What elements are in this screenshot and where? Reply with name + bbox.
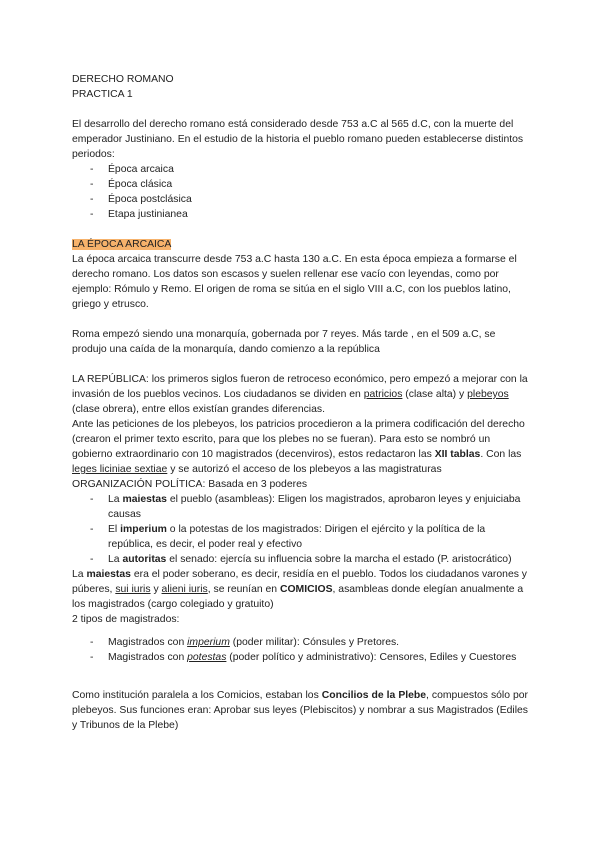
term-alieni-iuris: alieni iuris: [161, 584, 208, 595]
tipos-heading: 2 tipos de magistrados:: [72, 614, 180, 625]
text-span: era el poder soberano, es decir, residía en el pueblo. Todos los ciudadanos varones y púberes,: [72, 569, 527, 595]
arcaica-paragraph-2: Roma empezó siendo una monarquía, gobernada por 7 reyes. Más tarde , en el 509 a.C, se produjo una caída de la monarquía, dando comienzo a la república: [72, 329, 496, 355]
concilios-paragraph: [72, 688, 528, 733]
text-span: Magistrados con: [108, 637, 188, 648]
list-item: [72, 650, 528, 665]
codificacion-paragraph: [72, 417, 528, 477]
list-item: [72, 552, 528, 567]
text-span: . Con las: [480, 449, 522, 460]
text-span: La: [72, 569, 87, 580]
doc-title: DERECHO ROMANO: [72, 74, 174, 85]
term-plebeyos: plebeyos: [467, 389, 509, 400]
term-bold: autoritas: [122, 554, 167, 565]
text-span: (poder político y administrativo): Censores, Ediles y Cuestores: [226, 652, 517, 663]
text-span: y: [150, 584, 162, 595]
text-span: , se reunían en: [207, 584, 280, 595]
maiestas-paragraph: [72, 567, 528, 612]
arcaica-paragraph-1: La época arcaica transcurre desde 753 a.C hasta 130 a.C. En esta época empieza a formarse el derecho romano. Los datos son escasos y suelen rellenar ese vacío con leyendas, como por ejemplo: Rómulo y Remo. El origen de roma se sitúa en el siglo VIII a.C, con los pueblos latino, griego y etrusco.: [72, 254, 517, 310]
text-span: (poder militar): Cónsules y Pretores.: [229, 637, 400, 648]
list-item: [72, 492, 528, 522]
text-span: La: [108, 494, 123, 505]
highlighted-heading: LA ÉPOCA ARCAICA: [72, 239, 172, 250]
text-span: El: [108, 524, 121, 535]
term-sui-iuris: sui iuris: [115, 584, 151, 595]
text-span: el pueblo (asambleas): Eligen los magistrados, aprobaron leyes y enjuiciaba causas: [108, 494, 521, 520]
term-comicios: COMICIOS: [279, 584, 333, 595]
text-span: La: [108, 554, 123, 565]
term-concilios: Concilios de la Plebe: [321, 690, 427, 701]
list-item: - Etapa justinianea: [72, 207, 528, 222]
term-leges: leges liciniae sextiae: [72, 464, 168, 475]
term-imperium: imperium: [187, 637, 230, 648]
text-span: Ante las peticiones de los plebeyos, los patricios procedieron a la primera codificación del derecho (crearon el primer texto escrito, para que los plebes no se fueran). Para esto se nombró un gobierno extraordinario con 10 magistrados (decenviros), estos redactaron las: [72, 419, 525, 460]
term-xii-tablas: XII tablas: [434, 449, 481, 460]
magistrados-list: [72, 635, 528, 665]
intro-paragraph: El desarrollo del derecho romano está considerado desde 753 a.C al 565 d.C, con la muerte del emperador Justiniano. En el estudio de la historia el pueblo romano pueden establecerse distintos periodos:: [72, 119, 524, 160]
text-span: , asambleas donde elegían anualmente a los magistrados (cargo colegiado y gratuito): [72, 584, 524, 610]
text-span: Como institución paralela a los Comicios, estaban los: [72, 690, 322, 701]
doc-subtitle: PRACTICA 1: [72, 89, 133, 100]
term-bold: maiestas: [122, 494, 167, 505]
poderes-list: [72, 492, 528, 567]
text-span: el senado: ejercía su influencia sobre la marcha el estado (P. aristocrático): [166, 554, 512, 565]
organizacion-heading: ORGANIZACIÓN POLÍTICA: Basada en 3 poderes: [72, 479, 308, 490]
list-item: [72, 522, 528, 552]
term-potestas: potestas: [187, 652, 227, 663]
text-span: y se autorizó el acceso de los plebeyos a las magistraturas: [167, 464, 442, 475]
list-item: - Época clásica: [72, 177, 528, 192]
list-item: [72, 635, 528, 650]
document-page: [72, 72, 528, 733]
term-bold: imperium: [120, 524, 167, 535]
list-item: - Época arcaica: [72, 162, 528, 177]
list-item: - Época postclásica: [72, 192, 528, 207]
text-span: , compuestos sólo por plebeyos. Sus funciones eran: Aprobar sus leyes (Plebiscitos) y nombrar a sus Magistrados (Ediles y Tribunos de la Plebe): [72, 690, 529, 731]
term-maiestas: maiestas: [86, 569, 131, 580]
text-span: LA REPÚBLICA: los primeros siglos fueron de retroceso económico, pero empezó a mejorar con la invasión de los pueblos vecinos. Los ciudadanos se dividen en: [72, 374, 528, 400]
text-span: Magistrados con: [108, 652, 188, 663]
text-span: (clase alta) y: [402, 389, 468, 400]
text-span: (clase obrera), entre ellos existían grandes diferencias.: [72, 404, 325, 415]
section-heading-arcaica: [72, 237, 528, 252]
periods-list: [72, 162, 528, 222]
text-span: o la potestas de los magistrados: Dirigen el ejército y la política de la república, es decir, el poder real y efectivo: [108, 524, 486, 550]
republica-paragraph: [72, 372, 528, 417]
term-patricios: patricios: [363, 389, 403, 400]
